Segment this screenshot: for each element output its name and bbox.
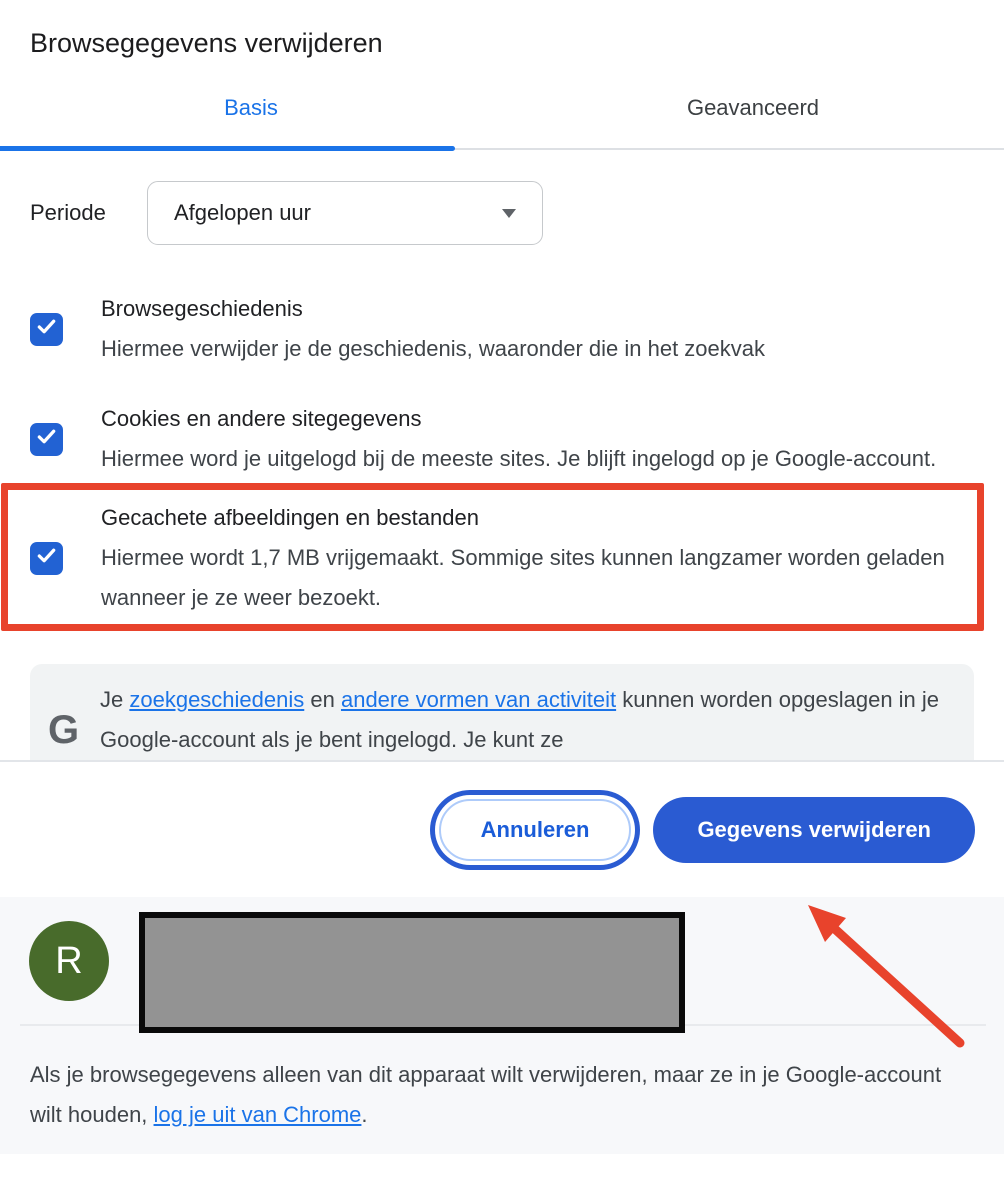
checkbox-description: Hiermee wordt 1,7 MB vrijgemaakt. Sommige sites kunnen langzamer worden geladen wanneer je ze weer bezoekt. xyxy=(101,545,945,610)
notice-middle: en xyxy=(304,687,341,712)
checkbox-row-browsing-history xyxy=(30,289,974,369)
checkmark-icon xyxy=(35,425,58,453)
period-dropdown[interactable] xyxy=(147,181,543,245)
checkbox-title: Gecachete afbeeldingen en bestanden xyxy=(101,505,479,530)
checkbox-description: Hiermee verwijder je de geschiedenis, waaronder die in het zoekvak xyxy=(101,336,766,361)
tab-basis[interactable]: Basis xyxy=(224,95,278,120)
signout-footnote xyxy=(30,1055,960,1135)
google-g-icon: G xyxy=(48,708,80,752)
footnote-suffix: . xyxy=(361,1102,368,1127)
page-background-section xyxy=(0,897,1004,1154)
notice-suffix: kunnen worden opgeslagen in je Google-account als je bent ingelogd. Je kunt ze xyxy=(100,687,940,752)
notice-prefix: Je xyxy=(100,687,130,712)
cancel-button[interactable]: Annuleren xyxy=(439,799,632,861)
checkbox-description: Hiermee word je uitgelogd bij de meeste sites. Je blijft ingelogd op je Google-account. xyxy=(101,446,937,471)
google-account-notice xyxy=(30,664,974,760)
checkbox-row-cookies xyxy=(30,399,974,479)
dialog-footer xyxy=(0,762,1004,897)
checkbox-title: Browsegeschiedenis xyxy=(101,296,303,321)
tab-geavanceerd[interactable]: Geavanceerd xyxy=(686,95,820,120)
dropdown-caret-icon xyxy=(502,209,516,218)
tab-bar xyxy=(0,94,1004,151)
dialog-title: Browsegegevens verwijderen xyxy=(30,28,383,58)
clear-data-button[interactable]: Gegevens verwijderen xyxy=(653,797,975,863)
checkbox-row-cached-files xyxy=(30,498,971,618)
other-activity-link[interactable]: andere vormen van activiteit xyxy=(340,687,617,712)
checkbox-title: Cookies en andere sitegegevens xyxy=(101,406,422,431)
checkmark-icon xyxy=(35,544,58,572)
notice-text xyxy=(100,680,950,760)
avatar-letter: R xyxy=(55,939,83,982)
sign-out-chrome-link[interactable]: log je uit van Chrome xyxy=(153,1102,362,1127)
cached-files-checkbox[interactable] xyxy=(30,542,63,575)
period-dropdown-value: Afgelopen uur xyxy=(174,200,311,225)
redacted-account-info xyxy=(139,912,685,1033)
period-label: Periode xyxy=(30,200,106,225)
period-row xyxy=(30,181,974,245)
checkmark-icon xyxy=(35,315,58,343)
account-avatar[interactable] xyxy=(29,921,109,1001)
cookies-checkbox[interactable] xyxy=(30,423,63,456)
highlight-box xyxy=(1,483,984,631)
active-tab-indicator xyxy=(0,146,455,151)
dialog-body xyxy=(0,181,1004,762)
footnote-prefix: Als je browsegegevens alleen van dit apparaat wilt verwijderen, maar ze in je Google-account wilt houden, xyxy=(30,1062,942,1127)
search-history-link[interactable]: zoekgeschiedenis xyxy=(129,687,305,712)
browsing-history-checkbox[interactable] xyxy=(30,313,63,346)
